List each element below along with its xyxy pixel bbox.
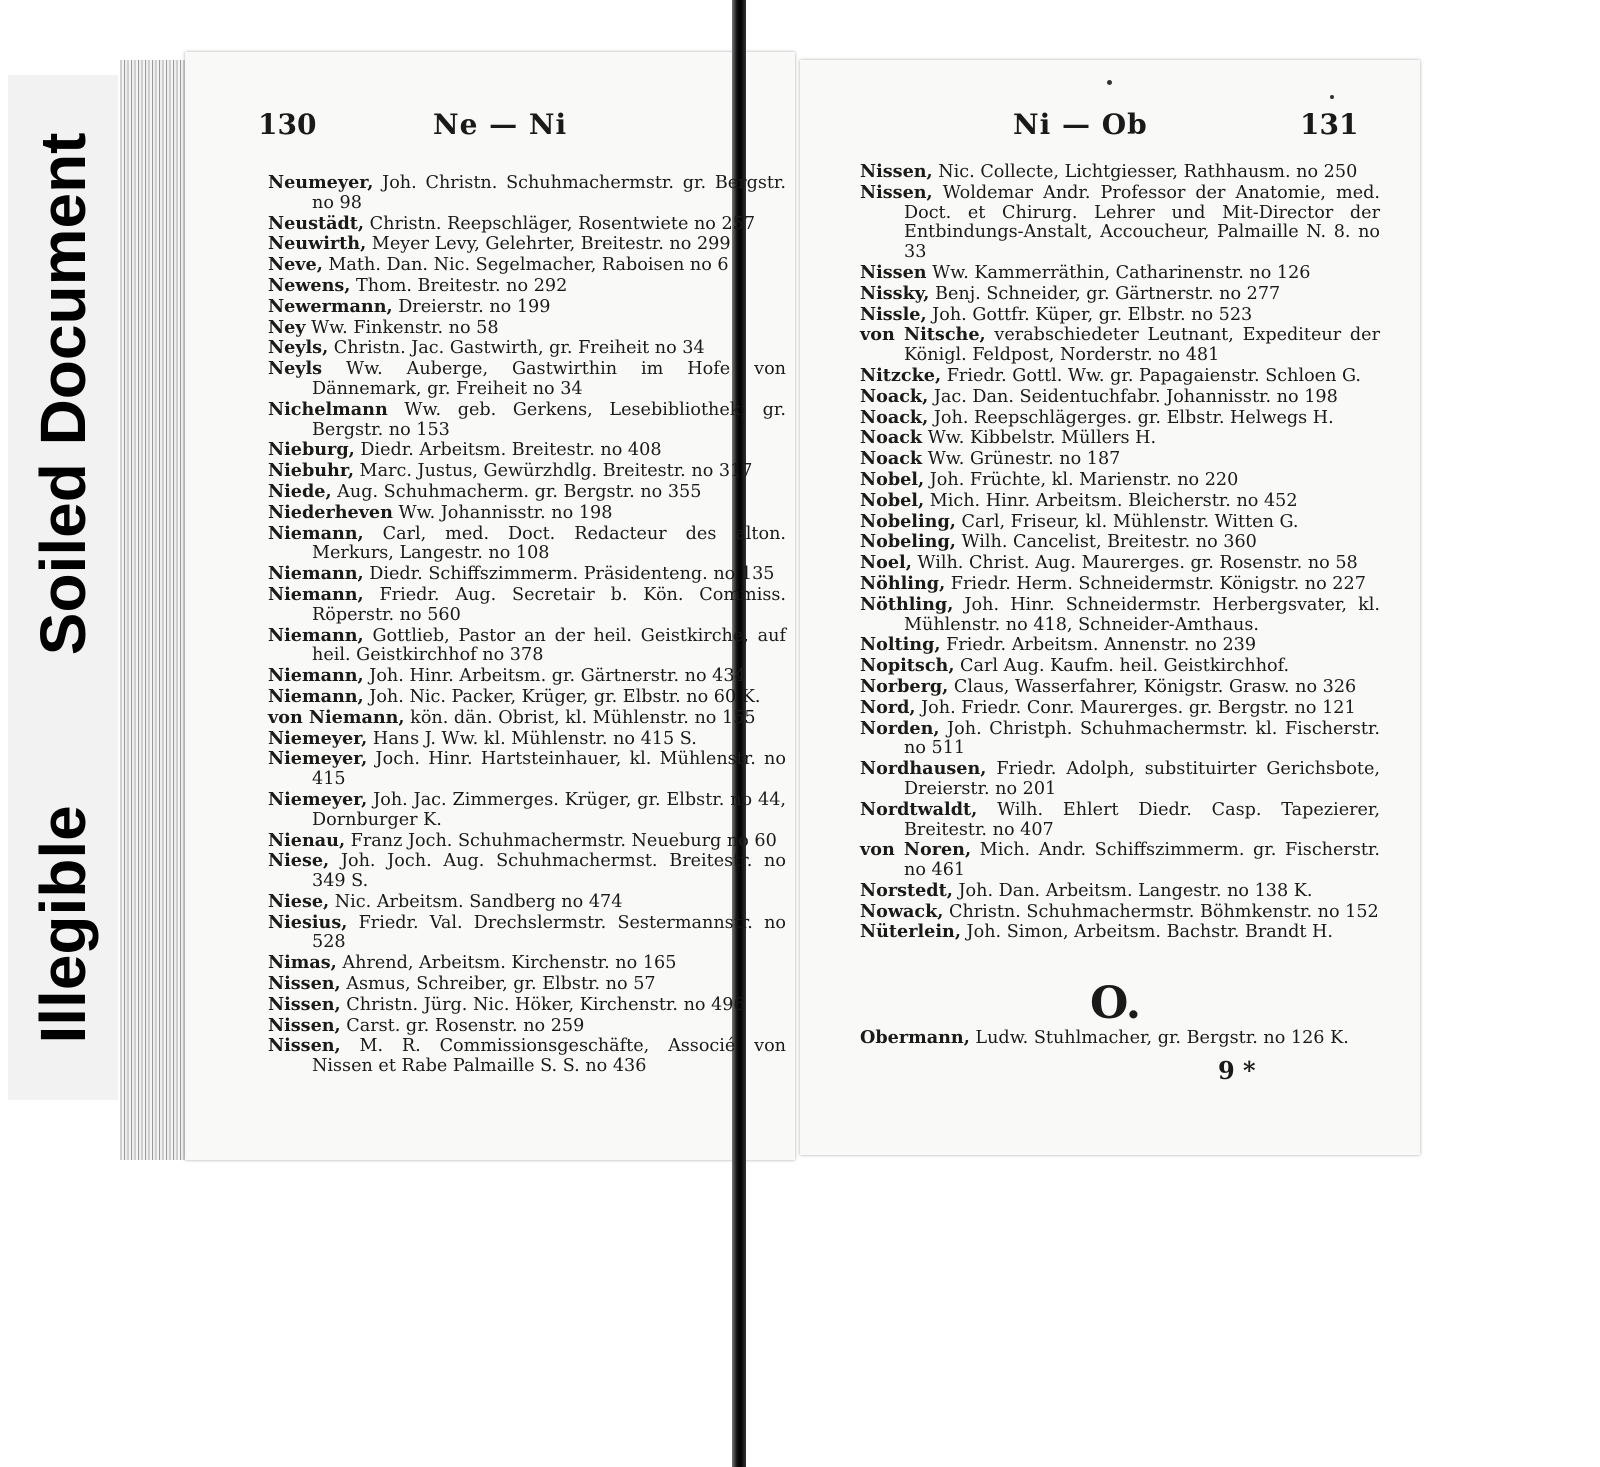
entry-name: Neuwirth, <box>268 233 367 255</box>
entry-details: Ahrend, Arbeitsm. Kirchenstr. no 165 <box>336 953 677 974</box>
entry-details: Christn. Jürg. Nic. Höker, Kirchenstr. no 496 <box>340 994 745 1015</box>
right-running-head: Ni — Ob <box>1013 108 1148 141</box>
directory-entry <box>268 338 786 359</box>
directory-entry <box>860 305 1380 326</box>
entry-name: Niemann, <box>268 685 364 707</box>
entry-details: M. R. Commissionsgeschäfte, Associé von Nissen et Rabe Palmaille S. S. no 436 <box>312 1036 786 1077</box>
entry-details: Ww. Finkenstr. no 58 <box>305 317 499 338</box>
directory-entry <box>268 913 786 954</box>
entry-details: Meyer Levy, Gelehrter, Breitestr. no 299 <box>366 234 731 255</box>
entry-details: Nic. Collecte, Lichtgiesser, Rathhausm. no 250 <box>932 162 1358 182</box>
entry-name: Nissen, <box>860 161 933 182</box>
entry-name: Nord, <box>860 696 916 718</box>
directory-entry <box>268 318 786 339</box>
entry-name: Noel, <box>860 552 912 574</box>
directory-entry <box>268 440 786 461</box>
entry-name: Nichelmann <box>268 398 388 420</box>
entry-name: Nissen, <box>268 993 341 1015</box>
entry-details: Benj. Schneider, gr. Gärtnerstr. no 277 <box>929 283 1281 304</box>
entry-name: Nüterlein, <box>860 921 961 943</box>
entry-details: Wilh. Ehlert Diedr. Casp. Tapezierer, Breitestr. no 407 <box>904 799 1380 840</box>
entry-details: Friedr. Herm. Schneidermstr. Königstr. no 227 <box>945 573 1366 594</box>
entry-name: Norstedt, <box>860 879 953 901</box>
directory-entry <box>268 564 786 585</box>
directory-entry <box>860 902 1380 923</box>
directory-entry <box>860 840 1380 881</box>
signature-mark: 9 * <box>1218 1056 1256 1085</box>
entry-details: Jac. Dan. Seidentuchfabr. Johannisstr. no 198 <box>928 386 1338 407</box>
document-condition-label <box>8 75 118 1100</box>
directory-entry <box>860 922 1380 943</box>
entry-details: Diedr. Arbeitsm. Breitestr. no 408 <box>354 440 662 461</box>
entry-details: Gottlieb, Pastor an der heil. Geistkirche, auf heil. Geistkirchhof no 378 <box>312 625 786 666</box>
label-soiled-document: Soiled Document <box>27 132 99 655</box>
entry-details: Carl, med. Doct. Redacteur des alton. Merkurs, Langestr. no 108 <box>312 523 786 564</box>
directory-entry <box>268 626 786 667</box>
entry-details: Nic. Arbeitsm. Sandberg no 474 <box>329 891 623 912</box>
directory-entry <box>860 656 1380 677</box>
directory-entry <box>860 408 1380 429</box>
entry-details: Friedr. Gottl. Ww. gr. Papagaienstr. Schloen G. <box>941 365 1362 386</box>
entry-name: Nöthling, <box>860 593 954 615</box>
entry-name: Niemann, <box>268 563 364 585</box>
entry-details: Marc. Justus, Gewürzhdlg. Breitestr. no 317 <box>353 461 753 482</box>
directory-entry <box>268 851 786 892</box>
entry-name: Noack, <box>860 385 929 407</box>
directory-entry <box>860 449 1380 470</box>
entry-name: Nordtwaldt, <box>860 798 978 820</box>
entry-details: Diedr. Schiffszimmerm. Präsidenteng. no 135 <box>363 564 775 585</box>
directory-entry <box>860 759 1380 800</box>
directory-entry <box>860 881 1380 902</box>
entry-name: Noack <box>860 448 923 470</box>
entry-name: Neyls, <box>268 337 329 359</box>
entry-details: Joh. Dan. Arbeitsm. Langestr. no 138 K. <box>952 880 1313 901</box>
directory-entry <box>268 524 786 565</box>
entry-details: Aug. Schuhmacherm. gr. Bergstr. no 355 <box>331 481 702 502</box>
entry-name: von Niemann, <box>268 706 405 728</box>
directory-entry <box>860 387 1380 408</box>
entry-details: Joh. Christn. Schuhmachermstr. gr. Bergstr. no 98 <box>312 173 786 213</box>
entry-name: Nieburg, <box>268 439 355 461</box>
entry-details: Ww. geb. Gerkens, Lesebibliothek, gr. Bergstr. no 153 <box>312 399 786 440</box>
directory-entry <box>268 276 786 297</box>
entry-name: Neumeyer, <box>268 172 374 193</box>
entry-name: Niemann, <box>268 583 364 605</box>
entry-details: Joh. Jac. Zimmerges. Krüger, gr. Elbstr. no 44, Dornburger K. <box>312 789 786 830</box>
directory-entry <box>860 325 1380 366</box>
entry-details: verabschiedeter Leutnant, Expediteur der Königl. Feldpost, Norderstr. no 481 <box>904 325 1380 366</box>
entry-name: Nissky, <box>860 282 930 304</box>
entry-details: Wilh. Cancelist, Breitestr. no 360 <box>955 532 1257 553</box>
entry-details: Joh. Nic. Packer, Krüger, gr. Elbstr. no 60 K. <box>363 686 761 707</box>
directory-entry <box>268 359 786 400</box>
directory-entry <box>268 729 786 750</box>
entry-details: Joh. Früchte, kl. Marienstr. no 220 <box>924 469 1239 490</box>
entry-name: Nobeling, <box>860 531 956 553</box>
directory-entry <box>860 512 1380 533</box>
directory-entry <box>268 1016 786 1037</box>
entry-name: Neyls <box>268 358 323 380</box>
section-o-entry <box>860 1028 1380 1049</box>
entry-details: Asmus, Schreiber, gr. Elbstr. no 57 <box>340 974 656 995</box>
entry-name: Niebuhr, <box>268 460 354 482</box>
entry-details: Friedr. Adolph, substituirter Gerichsbote, Dreierstr. no 201 <box>904 759 1380 799</box>
entry-name: Neustädt, <box>268 212 365 234</box>
entry-name: Niesius, <box>268 911 348 933</box>
page-edges <box>120 60 190 1160</box>
directory-entry <box>268 790 786 831</box>
directory-entry <box>860 162 1380 183</box>
entry-details: Math. Dan. Nic. Segelmacher, Raboisen no 6 <box>322 255 729 276</box>
directory-entry <box>268 995 786 1016</box>
paper-speck <box>1330 95 1334 99</box>
entry-name: Niese, <box>268 850 330 872</box>
entry-name: Norberg, <box>860 675 949 697</box>
entry-details: Christn. Reepschläger, Rosentwiete no 257 <box>364 213 756 234</box>
directory-entry <box>268 749 786 790</box>
entry-details: Mich. Andr. Schiffszimmerm. gr. Fischerstr. no 461 <box>904 840 1381 881</box>
entry-details: Thom. Breitestr. no 292 <box>350 275 568 296</box>
entry-details: Joch. Hinr. Hartsteinhauer, kl. Mühlenstr. no 415 <box>312 749 786 790</box>
entry-details: Franz Joch. Schuhmachermstr. Neueburg no 60 <box>345 830 777 851</box>
directory-entry <box>268 831 786 852</box>
entry-name: Nimas, <box>268 952 337 974</box>
entry-name: Niemann, <box>268 665 364 687</box>
entry-details: Joh. Hinr. Arbeitsm. gr. Gärtnerstr. no 434 <box>363 666 746 687</box>
entry-details: kön. dän. Obrist, kl. Mühlenstr. no 155 <box>404 707 756 728</box>
entry-name: von Noren, <box>860 839 972 861</box>
entry-name: von Nitsche, <box>860 324 986 346</box>
entry-name: Newens, <box>268 274 351 296</box>
entry-name: Nissen <box>860 261 927 283</box>
entry-details: Ww. Auberge, Gastwirthin im Hofe von Dännemark, gr. Freiheit no 34 <box>312 359 786 399</box>
directory-entry <box>860 183 1380 263</box>
entry-details: Dreierstr. no 199 <box>392 296 551 317</box>
directory-entry <box>860 491 1380 512</box>
entry-name: Niemeyer, <box>268 788 368 810</box>
directory-entry <box>860 800 1380 841</box>
entry-details: Joh. Gottfr. Küper, gr. Elbstr. no 523 <box>926 304 1253 325</box>
entry-details: Ww. Kammerräthin, Catharinenstr. no 126 <box>926 262 1311 283</box>
entry-details: Joh. Friedr. Conr. Maurerges. gr. Bergstr. no 121 <box>915 697 1356 718</box>
directory-entry <box>860 698 1380 719</box>
entry-name: Nopitsch, <box>860 655 955 677</box>
entry-name: Nobel, <box>860 468 925 490</box>
left-directory-list <box>268 173 786 1077</box>
entry-name: Neve, <box>268 254 323 276</box>
entry-name: Niese, <box>268 890 330 912</box>
directory-entry <box>268 1036 786 1077</box>
entry-name: Niemann, <box>268 522 364 544</box>
entry-name: Nobel, <box>860 489 925 511</box>
entry-name: Noack, <box>860 406 929 428</box>
entry-details: Woldemar Andr. Professor der Anatomie, med. Doct. et Chirurg. Lehrer und Mit-Director der Entbindungs-Anstalt, Accoucheur, Palmaille N. 8. no 33 <box>904 182 1380 263</box>
directory-entry <box>268 892 786 913</box>
directory-entry <box>860 366 1380 387</box>
entry-name: Niemann, <box>268 624 364 646</box>
directory-entry <box>860 574 1380 595</box>
directory-entry <box>268 173 786 214</box>
paper-speck <box>1107 80 1112 85</box>
directory-entry <box>268 482 786 503</box>
entry-name: Nissen, <box>268 1035 341 1057</box>
left-running-head: Ne — Ni <box>433 108 568 141</box>
directory-entry <box>860 284 1380 305</box>
entry-details: Friedr. Aug. Secretair b. Kön. Commiss. Röperstr. no 560 <box>312 584 786 625</box>
directory-entry <box>860 532 1380 553</box>
entry-name: Nordhausen, <box>860 758 987 780</box>
right-page-number: 131 <box>1300 108 1359 141</box>
directory-entry <box>268 585 786 626</box>
entry-details: Carst. gr. Rosenstr. no 259 <box>340 1015 585 1036</box>
entry-details: Friedr. Arbeitsm. Annenstr. no 239 <box>940 635 1257 656</box>
directory-entry <box>860 719 1380 760</box>
entry-details: Christn. Jac. Gastwirth, gr. Freiheit no 34 <box>328 338 705 359</box>
entry-name: Niederheven <box>268 501 393 523</box>
entry-name: Nobeling, <box>860 510 956 532</box>
entry-name: Nowack, <box>860 900 944 922</box>
entry-name: Nissen, <box>268 973 341 995</box>
entry-name: Nienau, <box>268 829 346 851</box>
label-illegible: Illegible <box>27 804 99 1043</box>
entry-details: Claus, Wasserfahrer, Königstr. Grasw. no 326 <box>948 676 1357 697</box>
entry-name: Nissen, <box>860 181 933 203</box>
directory-entry <box>268 255 786 276</box>
entry-details: Joh. Simon, Arbeitsm. Bachstr. Brandt H. <box>960 922 1333 943</box>
entry-name: Niemeyer, <box>268 748 368 770</box>
entry-details: Friedr. Val. Drechslermstr. Sestermannstr. no 528 <box>312 912 786 953</box>
directory-entry <box>860 553 1380 574</box>
entry-details: Ww. Grünestr. no 187 <box>922 449 1121 470</box>
entry-details: Mich. Hinr. Arbeitsm. Bleicherstr. no 452 <box>924 490 1298 511</box>
entry-details: Ww. Johannisstr. no 198 <box>392 502 613 523</box>
directory-entry <box>860 428 1380 449</box>
directory-entry <box>268 214 786 235</box>
directory-entry <box>268 974 786 995</box>
directory-entry <box>860 263 1380 284</box>
entry-details: Ww. Kibbelstr. Müllers H. <box>922 428 1157 449</box>
directory-entry <box>268 461 786 482</box>
right-directory-list <box>860 162 1380 943</box>
entry-details: Joh. Hinr. Schneidermstr. Herbergsvater, kl. Mühlenstr. no 418, Schneider-Amthaus. <box>904 594 1380 635</box>
section-letter-o: O. <box>1090 978 1142 1029</box>
directory-entry <box>860 470 1380 491</box>
entry-name: Nolting, <box>860 634 941 656</box>
entry-details: Ludw. Stuhlmacher, gr. Bergstr. no 126 K. <box>969 1028 1349 1048</box>
entry-name: Noack <box>860 427 923 449</box>
directory-entry <box>268 687 786 708</box>
directory-entry <box>860 635 1380 656</box>
entry-name: Nitzcke, <box>860 364 942 386</box>
entry-details: Carl Aug. Kaufm. heil. Geistkirchhof. <box>954 656 1290 677</box>
directory-entry <box>268 666 786 687</box>
entry-name: Newermann, <box>268 295 393 317</box>
entry-details: Joh. Joch. Aug. Schuhmachermst. Breitestr. no 349 S. <box>312 851 786 892</box>
directory-entry <box>268 400 786 441</box>
directory-entry <box>268 708 786 729</box>
entry-details: Wilh. Christ. Aug. Maurerges. gr. Rosenstr. no 58 <box>911 553 1358 574</box>
directory-entry <box>268 953 786 974</box>
entry-name: Obermann, <box>860 1027 970 1048</box>
entry-name: Niede, <box>268 480 332 502</box>
entry-details: Carl, Friseur, kl. Mühlenstr. Witten G. <box>955 511 1299 532</box>
left-page-number: 130 <box>258 108 317 141</box>
entry-details: Hans J. Ww. kl. Mühlenstr. no 415 S. <box>367 728 697 749</box>
entry-name: Nöhling, <box>860 572 946 594</box>
entry-details: Joh. Christph. Schuhmachermstr. kl. Fischerstr. no 511 <box>904 718 1380 759</box>
entry-details: Joh. Reepschlägerges. gr. Elbstr. Helwegs H. <box>928 407 1334 428</box>
entry-name: Norden, <box>860 717 940 739</box>
directory-entry <box>268 297 786 318</box>
directory-entry <box>268 503 786 524</box>
directory-entry <box>268 234 786 255</box>
entry-name: Ney <box>268 316 306 338</box>
entry-name: Nissen, <box>268 1014 341 1036</box>
directory-entry <box>860 595 1380 636</box>
entry-name: Nissle, <box>860 303 927 325</box>
directory-entry <box>860 677 1380 698</box>
entry-details: Christn. Schuhmachermstr. Böhmkenstr. no 152 <box>943 901 1379 922</box>
entry-name: Niemeyer, <box>268 727 368 749</box>
